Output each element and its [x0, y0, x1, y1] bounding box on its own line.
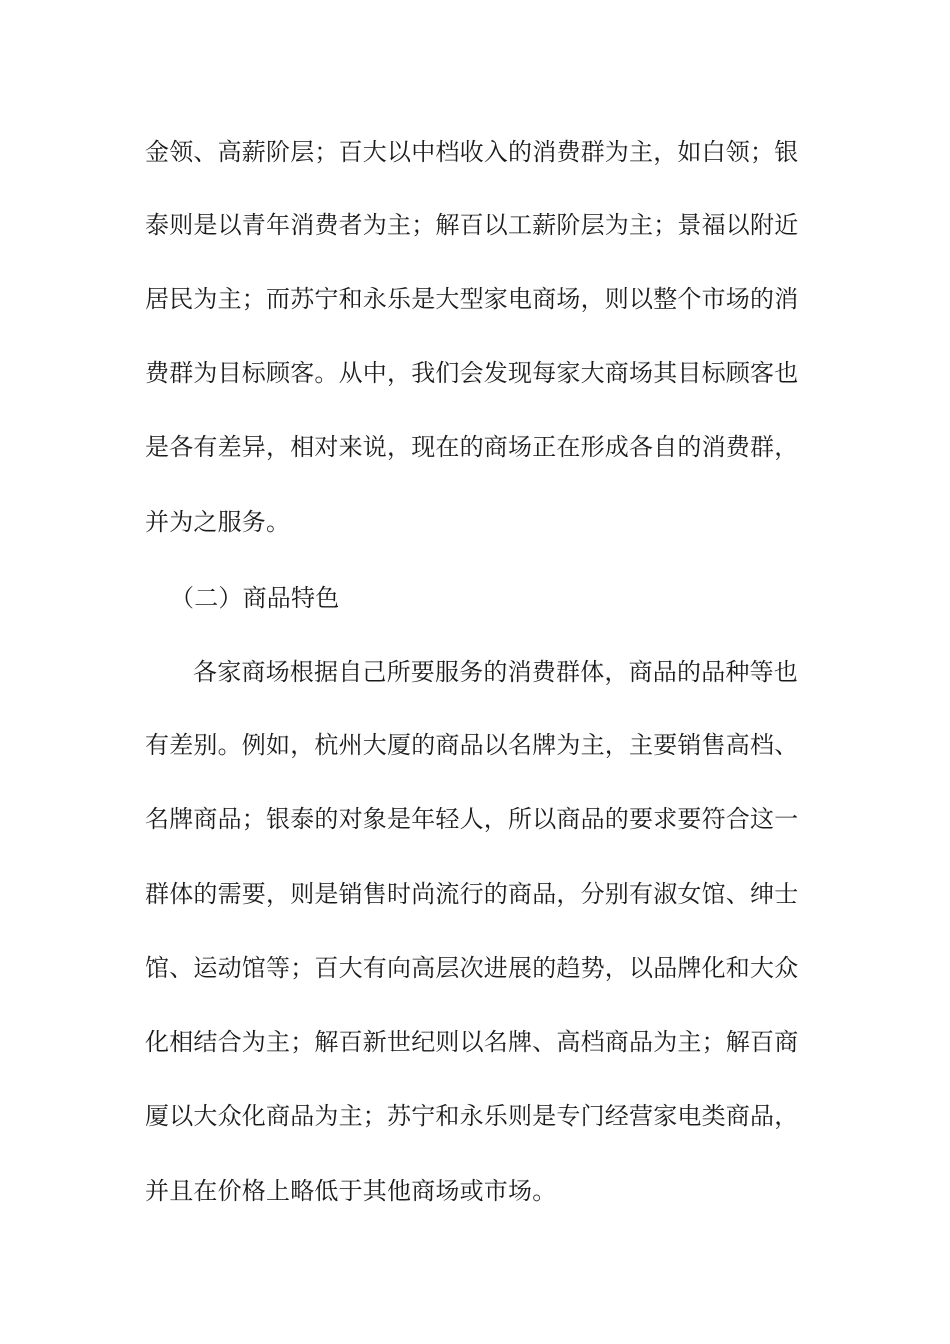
body-text-line: 并且在价格上略低于其他商场或市场。 [145, 1177, 557, 1205]
body-text-line: 名牌商品；银泰的对象是年轻人，所以商品的要求要符合这一 [145, 805, 799, 833]
body-text-line: 并为之服务。 [145, 508, 291, 536]
body-text-line: 化相结合为主；解百新世纪则以名牌、高档商品为主；解百商 [145, 1028, 799, 1056]
body-text-line: 群体的需要，则是销售时尚流行的商品，分别有淑女馆、绅士 [145, 880, 799, 908]
body-text-line: 馆、运动馆等；百大有向高层次进展的趋势，以品牌化和大众 [145, 954, 799, 982]
body-text-line: 金领、高薪阶层；百大以中档收入的消费群为主，如白领；银 [145, 138, 799, 166]
body-text-line: 费群为目标顾客。从中，我们会发现每家大商场其目标顾客也 [145, 359, 799, 387]
body-text-line: 是各有差异，相对来说，现在的商场正在形成各自的消费群， [145, 433, 799, 461]
body-text-line: 居民为主；而苏宁和永乐是大型家电商场，则以整个市场的消 [145, 285, 799, 313]
body-text-line: 各家商场根据自己所要服务的消费群体，商品的品种等也 [193, 658, 798, 686]
body-text-line: 有差别。例如，杭州大厦的商品以名牌为主，主要销售高档、 [145, 731, 799, 759]
section-heading: （二）商品特色 [170, 584, 340, 612]
body-text-line: 厦以大众化商品为主；苏宁和永乐则是专门经营家电类商品， [145, 1102, 799, 1130]
body-text-line: 泰则是以青年消费者为主；解百以工薪阶层为主；景福以附近 [145, 211, 799, 239]
